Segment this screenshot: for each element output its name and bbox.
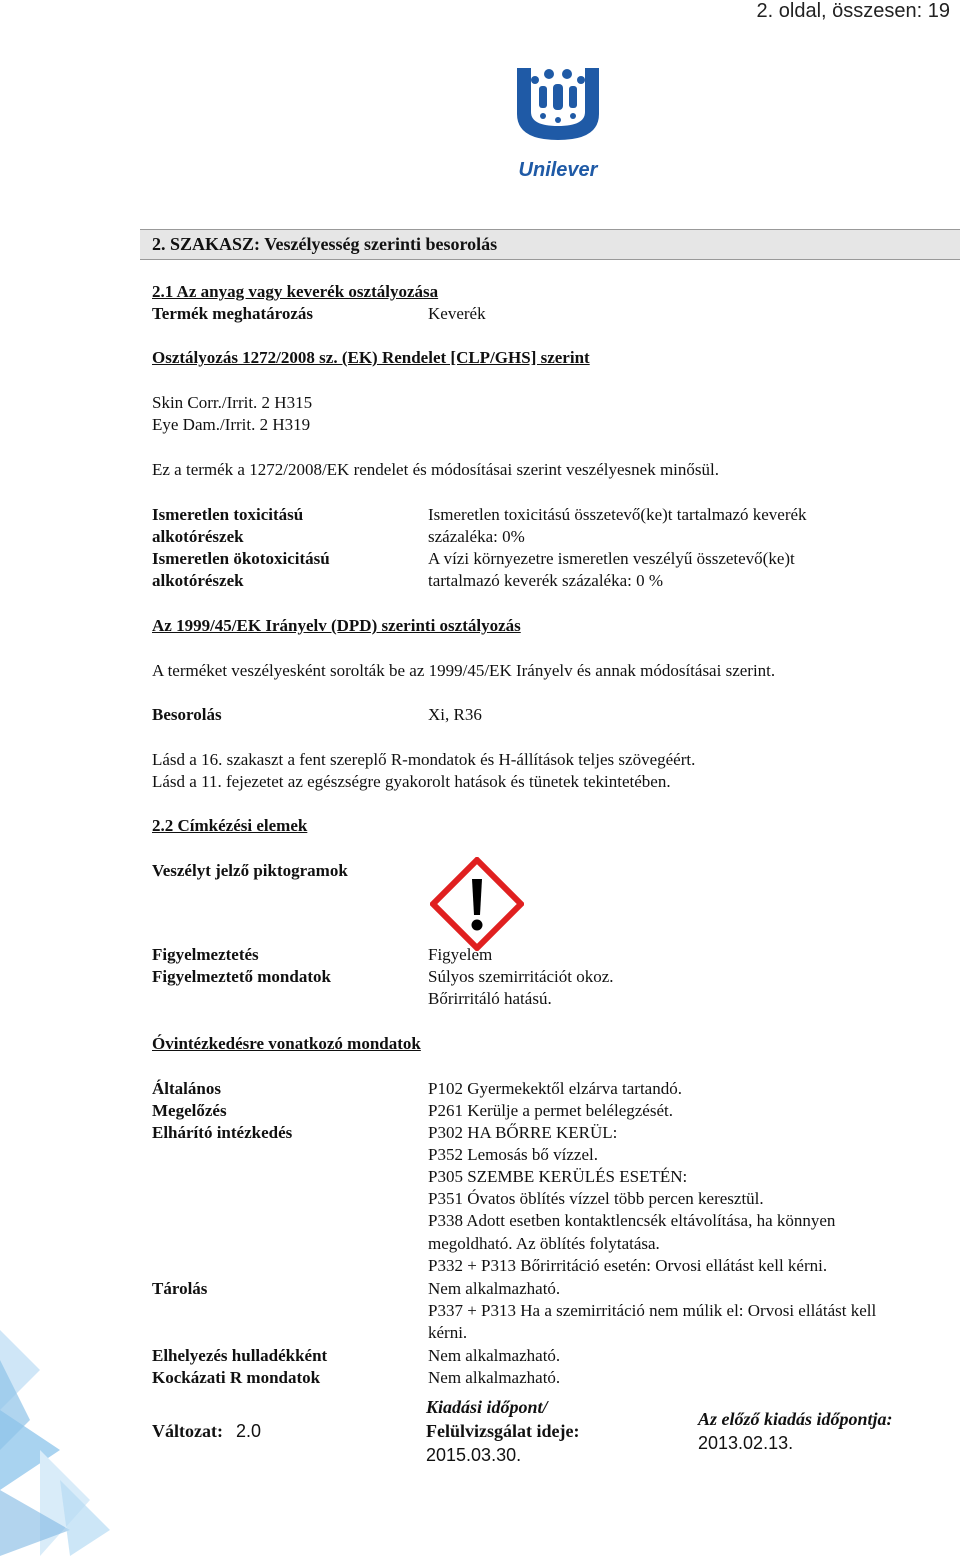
clp-eye-irrit: Eye Dam./Irrit. 2 H319 xyxy=(152,415,311,434)
r-phrases-value: Nem alkalmazható. xyxy=(428,1368,561,1387)
unknown-toxicity-value: Ismeretlen toxicitású összetevő(ke)t tartalmazó keverék xyxy=(428,505,807,524)
prevention-label: Megelőzés xyxy=(152,1101,227,1120)
exclamation-mark-pictogram-icon xyxy=(430,857,524,951)
precautionary-heading: Óvintézkedésre vonatkozó mondatok xyxy=(152,1034,421,1053)
p332-p313-statement: P332 + P313 Bőrirritáció esetén: Orvosi ellátást kell kérni. xyxy=(428,1256,828,1275)
storage-value: Nem alkalmazható. xyxy=(428,1279,561,1298)
r-phrases-label: Kockázati R mondatok xyxy=(152,1368,321,1387)
hazard-statement: Ez a termék a 1272/2008/EK rendelet és módosításai szerint veszélyesnek minősül. xyxy=(152,460,719,479)
section-title: 2. SZAKASZ: Veszélyesség szerinti besorolás xyxy=(152,234,498,254)
issue-date-label: Kiadási időpont/ xyxy=(426,1397,548,1417)
p337-p313-statement-cont: kérni. xyxy=(428,1323,468,1342)
response-label: Elhárító intézkedés xyxy=(152,1123,293,1142)
p352-statement: P352 Lemosás bő vízzel. xyxy=(428,1145,598,1164)
dpd-text: A terméket veszélyesként sorolták be az 1999/45/EK Irányelv és annak módosításai szerint. xyxy=(152,661,776,680)
clp-classification-heading: Osztályozás 1272/2008 sz. (EK) Rendelet [CLP/GHS] szerint xyxy=(152,348,590,367)
p305-statement: P305 SZEMBE KERÜLÉS ESETÉN: xyxy=(428,1167,688,1186)
unknown-toxicity-label-2: alkotórészek xyxy=(152,527,244,546)
page-number: 2. oldal, összesen: 19 xyxy=(756,0,950,22)
p337-p313-statement: P337 + P313 Ha a szemirritáció nem múlik el: Orvosi ellátást kell xyxy=(428,1301,877,1320)
issue-date-value: 2015.03.30. xyxy=(426,1445,522,1465)
pictogram-label: Veszélyt jelző piktogramok xyxy=(152,861,348,880)
p351-statement: P351 Óvatos öblítés vízzel több percen keresztül. xyxy=(428,1189,764,1208)
classification-label: Besorolás xyxy=(152,705,222,724)
see-section-16: Lásd a 16. szakaszt a fent szereplő R-mondatok és H-állítások teljes szövegéért. xyxy=(152,750,696,769)
see-section-11: Lásd a 11. fejezetet az egészségre gyakorolt hatások és tünetek tekintetében. xyxy=(152,772,671,791)
disposal-label: Elhelyezés hulladékként xyxy=(152,1346,328,1365)
storage-label: Tárolás xyxy=(152,1279,208,1298)
signal-word-label: Figyelmeztetés xyxy=(152,945,259,964)
classification-value: Xi, R36 xyxy=(428,705,482,724)
product-definition-label: Termék meghatározás xyxy=(152,304,314,323)
version-label: Változat: xyxy=(152,1421,223,1441)
hazard-statements-label: Figyelmeztető mondatok xyxy=(152,967,331,986)
clp-skin-irrit: Skin Corr./Irrit. 2 H315 xyxy=(152,393,313,412)
subsection-2-2-heading: 2.2 Címkézési elemek xyxy=(152,816,308,835)
dpd-heading: Az 1999/45/EK Irányelv (DPD) szerinti osztályozás xyxy=(152,616,521,635)
previous-issue-date: 2013.02.13. xyxy=(698,1433,794,1453)
unknown-ecotoxicity-label-2: alkotórészek xyxy=(152,571,244,590)
previous-issue-label: Az előző kiadás időpontja: xyxy=(698,1409,893,1429)
unknown-ecotoxicity-value: A vízi környezetre ismeretlen veszélyű összetevő(ke)t xyxy=(428,549,795,568)
hazard-statement-skin: Bőrirritáló hatású. xyxy=(428,989,552,1008)
p102-statement: P102 Gyermekektől elzárva tartandó. xyxy=(428,1079,682,1098)
unknown-ecotoxicity-label: Ismeretlen ökotoxicitású xyxy=(152,549,330,568)
unknown-toxicity-value-2: százaléka: 0% xyxy=(428,527,525,546)
unknown-ecotoxicity-value-2: tartalmazó keverék százaléka: 0 % xyxy=(428,571,664,590)
subsection-2-1-heading: 2.1 Az anyag vagy keverék osztályozása xyxy=(152,282,439,301)
signal-word-value: Figyelem xyxy=(428,945,493,964)
p338-statement-cont: megoldható. Az öblítés folytatása. xyxy=(428,1234,660,1253)
version-value: 2.0 xyxy=(236,1421,262,1441)
hazard-statement-eye: Súlyos szemirritációt okoz. xyxy=(428,967,614,986)
revision-date-label: Felülvizsgálat ideje: xyxy=(426,1421,580,1441)
unknown-toxicity-label: Ismeretlen toxicitású xyxy=(152,505,304,524)
product-definition-value: Keverék xyxy=(428,304,486,323)
p261-statement: P261 Kerülje a permet belélegzését. xyxy=(428,1101,673,1120)
general-label: Általános xyxy=(152,1079,221,1098)
disposal-value: Nem alkalmazható. xyxy=(428,1346,561,1365)
corner-decoration xyxy=(0,1330,140,1556)
p338-statement: P338 Adott esetben kontaktlencsék eltávolítása, ha könnyen xyxy=(428,1211,836,1230)
p302-statement: P302 HA BŐRRE KERÜL: xyxy=(428,1123,618,1142)
logo-wordmark: Unilever xyxy=(518,159,598,181)
unilever-logo xyxy=(505,64,611,182)
